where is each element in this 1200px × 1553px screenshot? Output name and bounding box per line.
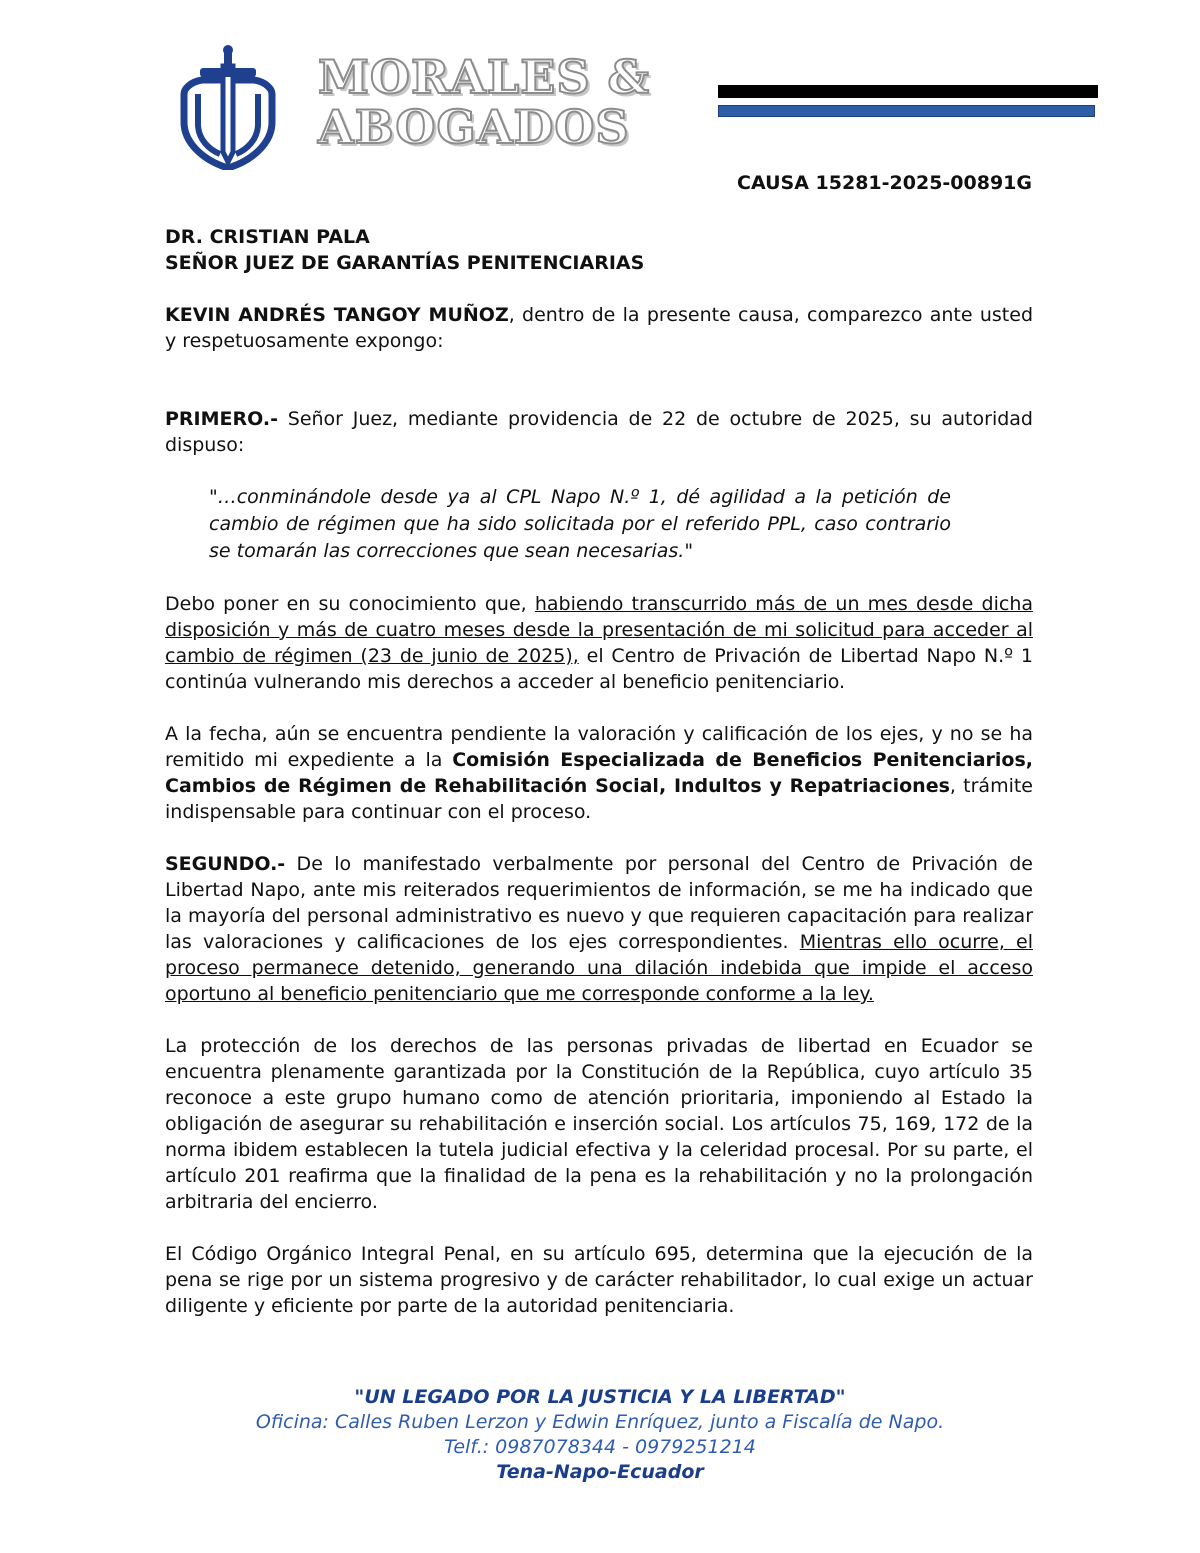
intro-paragraph xyxy=(165,302,1033,354)
primero-paragraph xyxy=(165,406,1033,458)
brand-line-2: ABOGADOS xyxy=(318,100,630,154)
letterhead-footer xyxy=(0,1385,1200,1485)
providencia-quote: "…conminándole desde ya al CPL Napo N.º 1, dé agilidad a la petición de cambio de régimen que ha sido solicitada por el referido PPL, caso contrario se tomarán las correcciones que sean necesarias." xyxy=(209,486,951,562)
footer-location: Tena-Napo-Ecuador xyxy=(496,1461,704,1483)
document-body xyxy=(165,224,1033,1319)
addressee-title: SEÑOR JUEZ DE GARANTÍAS PENITENCIARIAS xyxy=(165,252,645,274)
primero-label: PRIMERO.- xyxy=(165,408,278,430)
segundo-paragraph xyxy=(165,851,1033,1007)
debo-pre: Debo poner en su conocimiento que, xyxy=(165,593,535,615)
case-number: CAUSA 15281-2025-00891G xyxy=(737,172,1032,194)
addressee-name: DR. CRISTIAN PALA xyxy=(165,226,370,248)
footer-slogan: "UN LEGADO POR LA JUSTICIA Y LA LIBERTAD" xyxy=(354,1386,846,1408)
fecha-pre: A la fecha, aún se encuentra pendiente la valoración y calificación de los ejes, y no se ha remitido mi expediente a la xyxy=(165,723,1033,771)
header-black-bar xyxy=(718,85,1098,98)
primero-text: Señor Juez, mediante providencia de 22 de octubre de 2025, su autoridad dispuso: xyxy=(165,408,1033,456)
proteccion-paragraph: La protección de los derechos de las personas privadas de libertad en Ecuador se encuentra plenamente garantizada por la Constitución de la República, cuyo artículo 35 reconoce a este grupo humano como de atención prioritaria, imponiendo al Estado la obligación de asegurar su rehabilitación e inserción social. Los artículos 75, 169, 172 de la norma ibidem establecen la tutela judicial efectiva y la celeridad procesal. Por su parte, el artículo 201 reafirma que la finalidad de la pena es la rehabilitación y no la prolongación arbitraria del encierro. xyxy=(165,1035,1033,1213)
footer-phone: Telf.: 0987078344 - 0979251214 xyxy=(444,1436,756,1458)
codigo-paragraph: El Código Orgánico Integral Penal, en su artículo 695, determina que la ejecución de la pena se rige por un sistema progresivo y de carácter rehabilitador, lo cual exige un actuar diligente y eficiente por parte de la autoridad penitenciaria. xyxy=(165,1243,1033,1317)
brand-line-1: MORALES & xyxy=(318,50,651,104)
segundo-text: De lo manifestado verbalmente por personal del Centro de Privación de Libertad Napo, ante mis reiterados requerimientos de información, se me ha indicado que la mayoría del personal administrativo es nuevo y que requieren capacitación para realizar las valoraciones y calificaciones de los ejes correspondientes. xyxy=(165,853,1033,953)
debo-post: el Centro de Privación de Libertad Napo N.º 1 continúa vulnerando mis derechos a acceder al beneficio penitenciario. xyxy=(165,645,1033,693)
fecha-post: , trámite indispensable para continuar con el proceso. xyxy=(165,775,1033,823)
intro-text: , dentro de la presente causa, comparezco ante usted y respetuosamente expongo: xyxy=(165,304,1034,352)
segundo-label: SEGUNDO.- xyxy=(165,853,286,875)
debo-underlined: habiendo transcurrido más de un mes desde dicha disposición y más de cuatro meses desde la presentación de mi solicitud para acceder al cambio de régimen (23 de junio de 2025), xyxy=(165,593,1034,667)
brand-wordmark xyxy=(318,52,698,152)
fecha-paragraph xyxy=(165,721,1033,825)
segundo-underlined: Mientras ello ocurre, el proceso permanece detenido, generando una dilación indebida que impide el acceso oportuno al beneficio penitenciario que me corresponde conforme a la ley. xyxy=(165,931,1033,1005)
header-blue-bar xyxy=(718,105,1095,117)
debo-paragraph xyxy=(165,591,1033,695)
law-firm-logo-shield-sword xyxy=(172,44,284,170)
petitioner-name: KEVIN ANDRÉS TANGOY MUÑOZ xyxy=(165,304,509,326)
footer-office: Oficina: Calles Ruben Lerzon y Edwin Enríquez, junto a Fiscalía de Napo. xyxy=(255,1411,945,1433)
comision-name: Comisión Especializada de Beneficios Penitenciarios, Cambios de Régimen de Rehabilitación Social, Indultos y Repatriaciones xyxy=(165,749,1033,797)
